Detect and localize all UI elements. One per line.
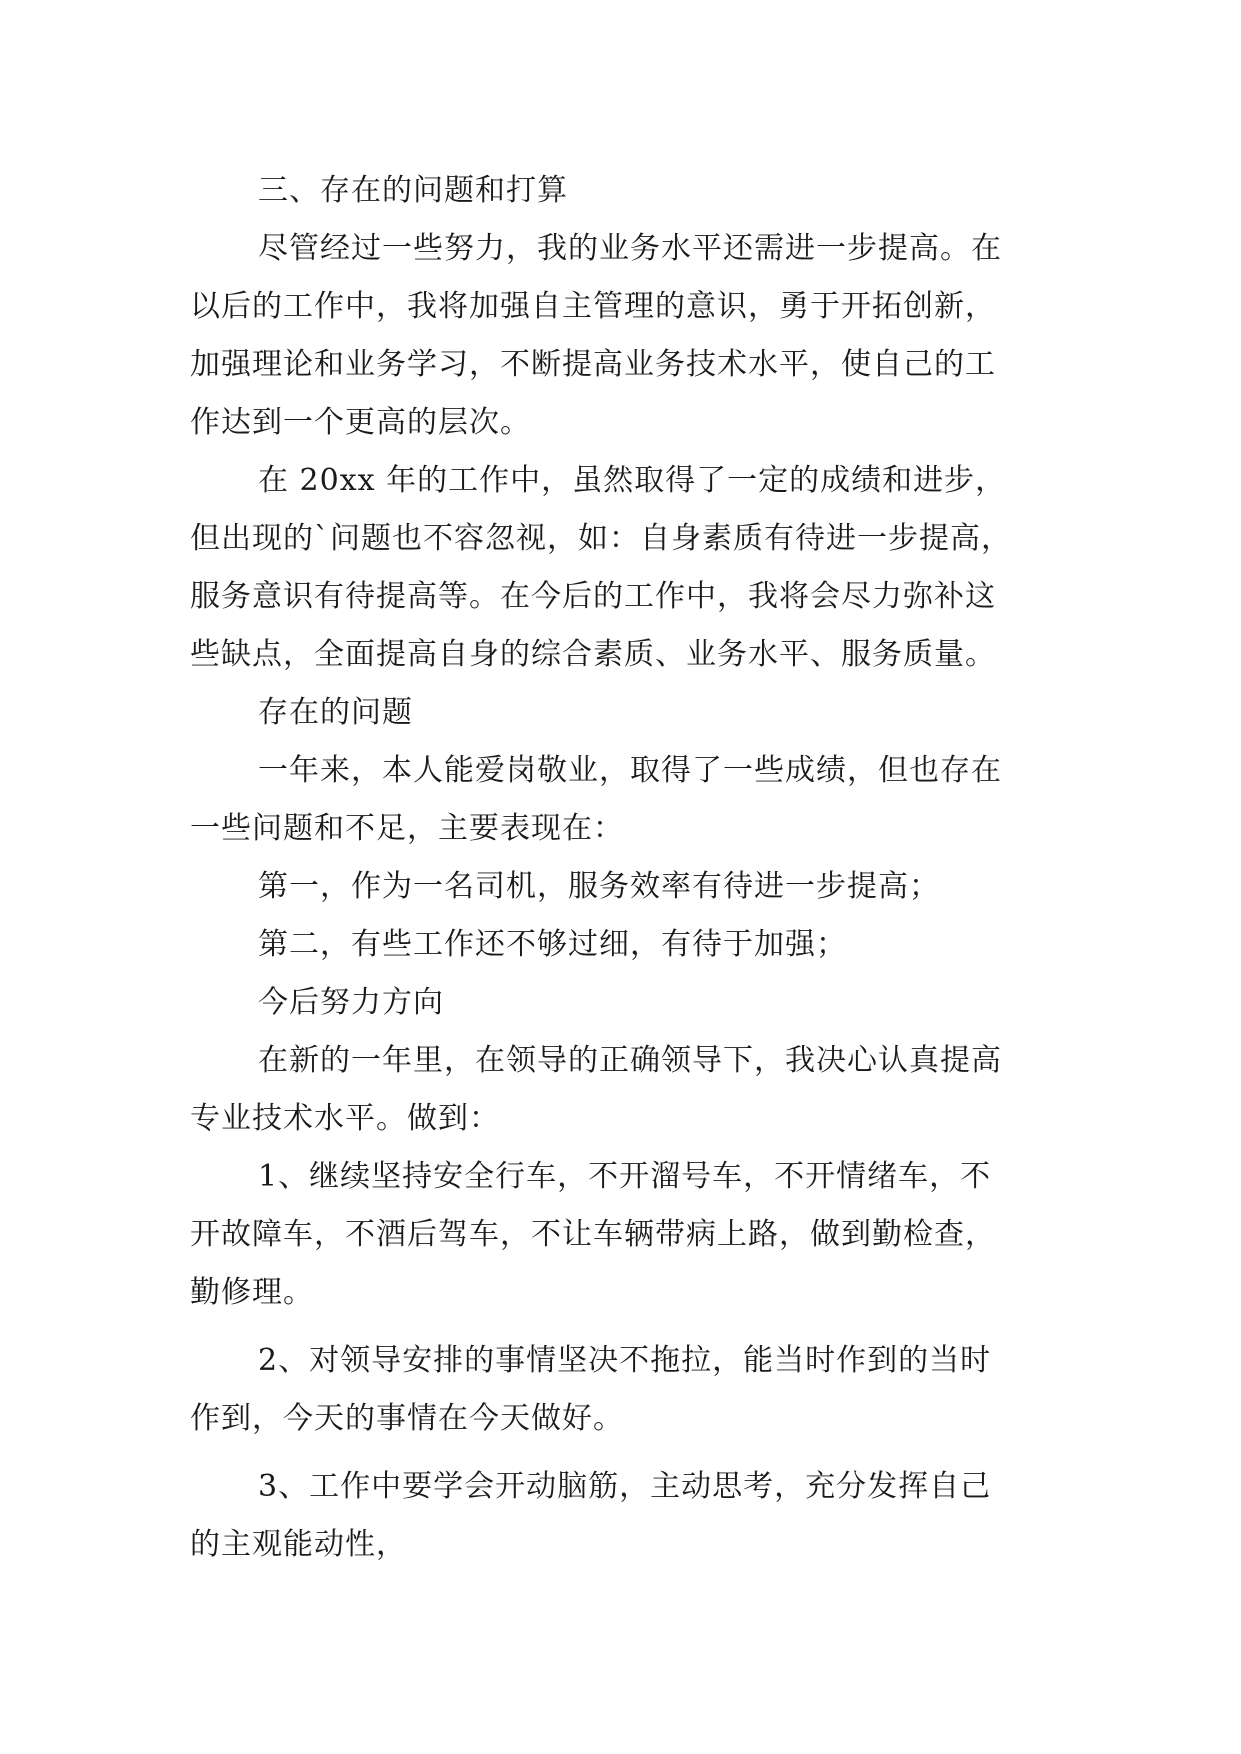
- paragraph-line: 些缺点，全面提高自身的综合素质、业务水平、服务质量。: [190, 637, 996, 672]
- paragraph-line: 一些问题和不足，主要表现在：: [190, 811, 624, 846]
- paragraph-line: 以后的工作中，我将加强自主管理的意识，勇于开拓创新，: [190, 289, 996, 324]
- subsection-heading: 存在的问题: [258, 695, 413, 730]
- paragraph-line: 但出现的`问题也不容忽视，如：自身素质有待进一步提高，: [190, 521, 1012, 556]
- paragraph-line: 作达到一个更高的层次。: [190, 405, 531, 440]
- list-item: 第二，有些工作还不够过细，有待于加强；: [258, 927, 847, 962]
- paragraph-line: 勤修理。: [190, 1275, 314, 1310]
- paragraph-line: 在新的一年里，在领导的正确领导下，我决心认真提高: [258, 1043, 1002, 1078]
- paragraph-line: 开故障车，不酒后驾车，不让车辆带病上路，做到勤检查，: [190, 1217, 996, 1252]
- paragraph-line: 一年来，本人能爱岗敬业，取得了一些成绩，但也存在: [258, 753, 1002, 788]
- document-body: [190, 162, 1070, 1574]
- paragraph-line: 作到，今天的事情在今天做好。: [190, 1401, 624, 1436]
- paragraph-line: 在 20xx 年的工作中，虽然取得了一定的成绩和进步，: [258, 463, 1007, 498]
- paragraph-line: 尽管经过一些努力，我的业务水平还需进一步提高。在: [258, 231, 1002, 266]
- list-item: 第一，作为一名司机，服务效率有待进一步提高；: [258, 869, 940, 904]
- section-heading: 三、存在的问题和打算: [258, 173, 568, 208]
- paragraph-line: 专业技术水平。做到：: [190, 1101, 500, 1136]
- subsection-heading: 今后努力方向: [258, 985, 444, 1020]
- paragraph-line: 加强理论和业务学习，不断提高业务技术水平，使自己的工: [190, 347, 996, 382]
- list-item: 3、工作中要学会开动脑筋，主动思考，充分发挥自己: [258, 1469, 992, 1504]
- paragraph-line: 的主观能动性，: [190, 1527, 407, 1562]
- list-item: 2、对领导安排的事情坚决不拖拉，能当时作到的当时: [258, 1343, 992, 1378]
- paragraph-line: 服务意识有待提高等。在今后的工作中，我将会尽力弥补这: [190, 579, 996, 614]
- list-item: 1、继续坚持安全行车，不开溜号车，不开情绪车，不: [258, 1159, 992, 1194]
